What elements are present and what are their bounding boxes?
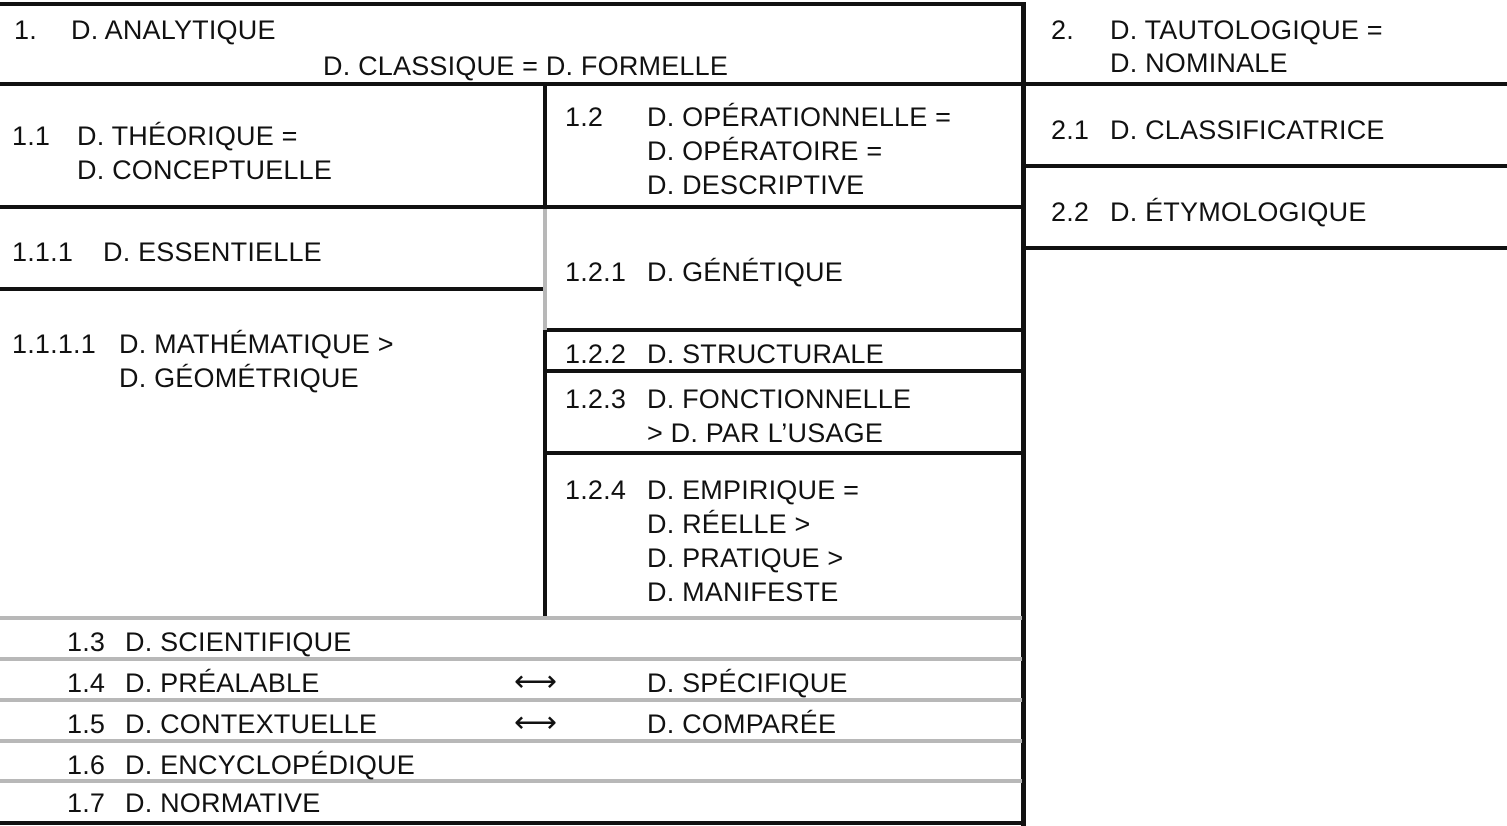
comparee-label: D. COMPARÉE [647,709,837,739]
normative-label: D. NORMATIVE [125,788,321,818]
tautologique-line-1: D. TAUTOLOGIQUE = [1110,15,1383,45]
encyclopedique-label: D. ENCYCLOPÉDIQUE [125,750,415,780]
col1-vertical-grey [543,209,547,330]
contextuelle-label: D. CONTEXTUELLE [125,709,378,739]
bottom-border [0,821,1026,825]
theorique-line-2: D. CONCEPTUELLE [77,155,333,185]
fonctionnelle-number: 1.2.3 [565,384,627,414]
theorique-number: 1.1 [12,121,51,151]
classificatrice-number: 2.1 [1051,115,1090,145]
col1-vertical-upper [543,86,547,208]
tautologique-line-2: D. NOMINALE [1110,48,1288,78]
top-border [0,2,1024,6]
prealable-label: D. PRÉALABLE [125,668,320,698]
header-bottom-border [0,82,1507,86]
essentielle-number: 1.1.1 [12,237,74,267]
theorique-line-1: D. THÉORIQUE = [77,121,298,151]
etymologique-label: D. ÉTYMOLOGIQUE [1110,197,1367,227]
empirique-line-4: D. MANIFESTE [647,577,839,607]
etymologique-number: 2.2 [1051,197,1090,227]
prealable-double-arrow-icon: ⟷ [514,665,558,698]
analytique-subtitle: D. CLASSIQUE = D. FORMELLE [323,51,729,81]
classificatrice-label: D. CLASSIFICATRICE [1110,115,1385,145]
fonctionnelle-line-1: D. FONCTIONNELLE [647,384,912,414]
empirique-line-1: D. EMPIRIQUE = [647,475,860,505]
divider-1-3-top [0,616,1022,620]
theorique-bottom-border [0,205,547,209]
essentielle-bottom-border [0,287,545,291]
mathematique-number: 1.1.1.1 [12,329,96,359]
genetique-bottom-border [543,328,1024,332]
specifique-label: D. SPÉCIFIQUE [647,668,848,698]
structurale-number: 1.2.2 [565,339,627,369]
mathematique-line-2: D. GÉOMÉTRIQUE [119,363,359,393]
contextuelle-number: 1.5 [67,709,106,739]
operationnelle-bottom-border [543,205,1024,209]
etymologique-bottom-border [1024,246,1507,250]
operationnelle-line-3: D. DESCRIPTIVE [647,170,865,200]
contextuelle-double-arrow-icon: ⟷ [514,706,558,739]
fonctionnelle-line-2: > D. PAR L’USAGE [647,418,884,448]
fonctionnelle-bottom-border [543,451,1024,455]
scientifique-label: D. SCIENTIFIQUE [125,627,352,657]
empirique-line-3: D. PRATIQUE > [647,543,844,573]
main-vertical-divider [1021,2,1026,826]
mathematique-line-1: D. MATHÉMATIQUE > [119,329,394,359]
tautologique-number: 2. [1051,15,1074,45]
analytique-title: D. ANALYTIQUE [71,15,276,45]
genetique-number: 1.2.1 [565,257,627,287]
classificatrice-bottom-border [1024,164,1507,168]
operationnelle-line-2: D. OPÉRATOIRE = [647,136,883,166]
analytique-number: 1. [14,15,37,45]
empirique-line-2: D. RÉELLE > [647,509,811,539]
operationnelle-number: 1.2 [565,102,604,132]
normative-number: 1.7 [67,788,106,818]
col1-vertical-lower [543,330,547,618]
structurale-label: D. STRUCTURALE [647,339,884,369]
genetique-label: D. GÉNÉTIQUE [647,257,843,287]
scientifique-number: 1.3 [67,627,106,657]
prealable-number: 1.4 [67,668,106,698]
encyclopedique-number: 1.6 [67,750,106,780]
operationnelle-line-1: D. OPÉRATIONNELLE = [647,102,952,132]
essentielle-label: D. ESSENTIELLE [103,237,322,267]
empirique-number: 1.2.4 [565,475,627,505]
